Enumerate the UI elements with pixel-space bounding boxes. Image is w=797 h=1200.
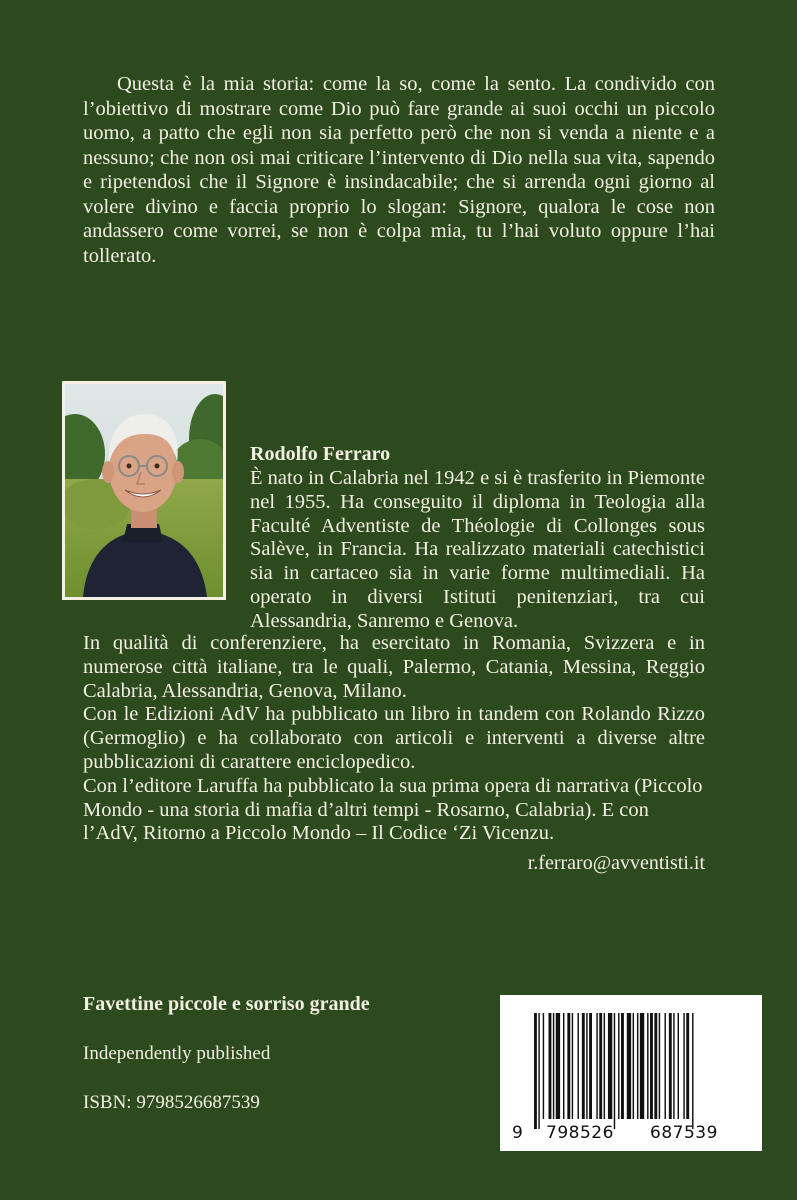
barcode-bar	[534, 1013, 537, 1129]
barcode-bar	[556, 1013, 560, 1119]
barcode-bar	[669, 1013, 672, 1119]
book-title: Favettine piccole e sorriso grande	[83, 993, 370, 1015]
barcode-bar	[621, 1013, 624, 1119]
barcode-bar	[673, 1013, 674, 1119]
barcode-bar	[665, 1013, 666, 1119]
barcode-bar	[563, 1013, 564, 1119]
author-name: Rodolfo Ferraro	[250, 443, 391, 465]
barcode-bar	[567, 1013, 570, 1119]
barcode-bar	[586, 1013, 587, 1119]
barcode-bar	[549, 1013, 552, 1119]
barcode-bar	[604, 1013, 605, 1119]
barcode-bar	[596, 1013, 597, 1119]
barcode-bar	[692, 1013, 693, 1129]
author-bio-paragraph: In qualità di conferenziere, ha esercitato in Romania, Svizzera e in numerose città italiane, tra le quali, Palermo, Catania, Messina, Reggio Calabria, Alessandria, Genova, Milano.	[83, 632, 705, 702]
barcode-digits-left: 798526	[546, 1123, 614, 1143]
author-bio-paragraph: Con le Edizioni AdV ha pubblicato un libro in tandem con Rolando Rizzo (Germoglio) e ha collaborato con articoli e interventi a diverse altre pubblicazioni di carattere enciclopedico.	[83, 703, 705, 773]
author-photo	[62, 381, 226, 600]
barcode-bar	[543, 1013, 544, 1119]
barcode-bar	[654, 1013, 657, 1119]
author-bio-paragraph: Con l’editore Laruffa ha pubblicato la sua prima opera di narrativa (Piccolo Mondo - una storia di mafia d’altri tempi - Rosarno, Calabria). E con l’AdV, Ritorno a Piccolo Mondo – Il Codice ‘Zi Vicenzu.	[83, 774, 703, 845]
barcode-bar	[650, 1013, 653, 1119]
barcode-bar	[683, 1013, 684, 1119]
barcode-bar	[678, 1013, 679, 1119]
barcode-bar	[637, 1013, 638, 1119]
barcode-bar	[553, 1013, 554, 1119]
barcode-bar	[589, 1013, 592, 1119]
barcode-bar	[686, 1013, 689, 1119]
barcode-bar	[608, 1013, 612, 1119]
barcode-digits-right: 687539	[650, 1123, 718, 1143]
barcode-bar	[572, 1013, 573, 1119]
publisher: Independently published	[83, 1043, 271, 1064]
author-bio	[83, 632, 705, 846]
barcode-bar	[659, 1013, 660, 1119]
author-email: r.ferraro@avventisti.it	[527, 852, 705, 874]
barcode-bars	[500, 995, 762, 1151]
barcode	[500, 995, 762, 1151]
barcode-bar	[578, 1013, 579, 1119]
barcode-bar	[614, 1013, 615, 1129]
barcode-bar	[618, 1013, 619, 1119]
barcode-bar	[633, 1013, 634, 1119]
author-portrait-image	[65, 384, 223, 597]
barcode-bar	[582, 1013, 585, 1119]
barcode-bar	[538, 1013, 539, 1129]
isbn: ISBN: 9798526687539	[83, 1092, 260, 1113]
author-bio-intro: È nato in Calabria nel 1942 e si è trasferito in Piemonte nel 1955. Ha conseguito il diploma in Teologia alla Faculté Adventiste de Théologie di Collonges sous Salève, in Francia. Ha realizzato materiali catechistici sia in cartaceo sia in varie forme multimediali. Ha operato in diversi Istituti penitenziari, tra cui Alessandria, Sanremo e Genova.	[250, 467, 705, 632]
barcode-bar	[640, 1013, 644, 1119]
intro-paragraph: Questa è la mia storia: come la so, come la sento. La condivido con l’obiettivo di mostrare come Dio può fare grande ai suoi occhi un piccolo uomo, a patto che egli non sia perfetto però che non si venda a niente e a nessuno; che non osi mai criticare l’intervento di Dio nella sua vita, sapendo e ripetendosi che il Signore è insindacabile; che si arrenda ogni giorno al volere divino e faccia proprio lo slogan: Signore, qualora le cose non andassero come vorrei, se non è colpa mia, tu l’hai voluto oppure l’hai tollerato.	[83, 73, 715, 267]
barcode-digit-first: 9	[512, 1123, 524, 1143]
barcode-bar	[599, 1013, 602, 1119]
barcode-bar	[627, 1013, 631, 1119]
barcode-bar	[647, 1013, 648, 1119]
